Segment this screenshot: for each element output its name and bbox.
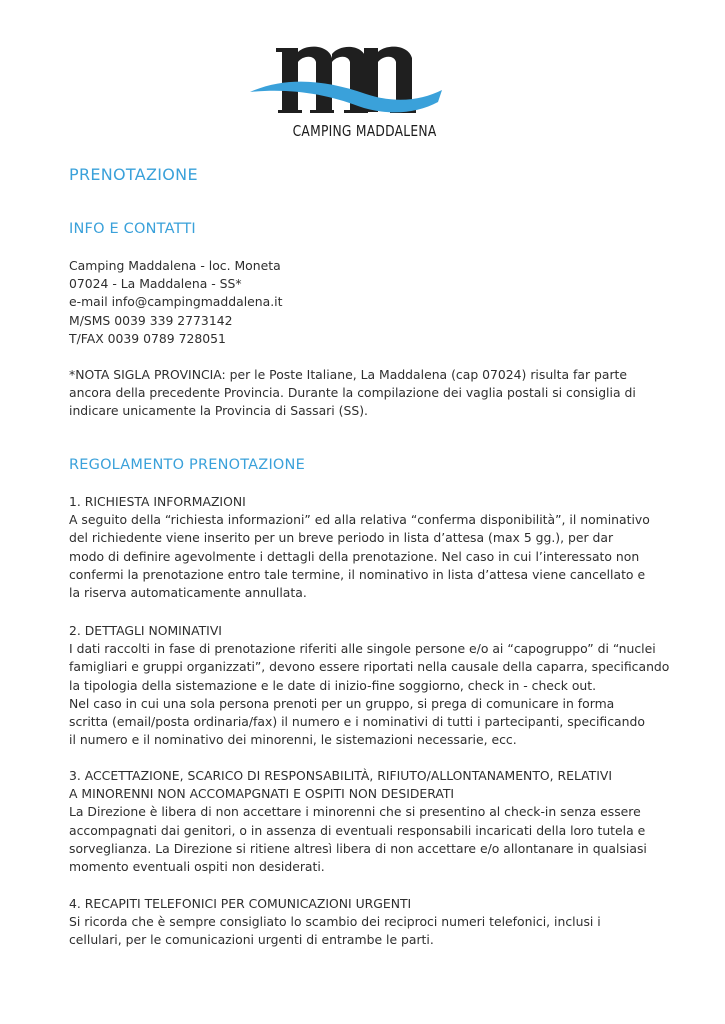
section-line: la riserva automaticamente annullata.	[69, 585, 307, 601]
section-3	[69, 767, 659, 876]
section-line: la tipologia della sistemazione e le date di inizio-fine soggiorno, check in - check out.	[69, 677, 597, 693]
section-line: modo di definire agevolmente i dettagli della prenotazione. Nel caso in cui l’interessato non	[69, 548, 640, 564]
section-line: A seguito della “richiesta informazioni” ed alla relativa “conferma disponibilità”, il nominativo	[69, 512, 650, 528]
note-line: ancora della precedente Provincia. Durante la compilazione dei vaglia postali si consiglia di	[69, 385, 636, 401]
section-line: confermi la prenotazione entro tale termine, il nominativo in lista d’attesa viene cancellato e	[69, 566, 646, 582]
logo-mark	[246, 40, 446, 120]
contact-address: Camping Maddalena - loc. Moneta	[69, 258, 281, 273]
section-title: 4. RECAPITI TELEFONICI PER COMUNICAZIONI URGENTI	[69, 896, 412, 911]
page-title: PRENOTAZIONE	[69, 165, 198, 184]
contact-city: 07024 - La Maddalena - SS*	[69, 276, 242, 292]
section-line: La Direzione è libera di non accettare i minorenni che si presentino al check-in senza essere	[69, 804, 641, 820]
note-line: *NOTA SIGLA PROVINCIA: per le Poste Italiane, La Maddalena (cap 07024) risulta far parte	[69, 367, 628, 382]
section-line: Nel caso in cui una sola persona prenoti per un gruppo, si prega di comunicare in forma	[69, 695, 615, 711]
camping-maddalena-logo	[246, 40, 446, 148]
section-line: cellulari, per le comunicazioni urgenti di entrambe le parti.	[69, 932, 434, 948]
section-2	[69, 622, 670, 749]
section-title: A MINORENNI NON ACCOMAPGNATI E OSPITI NON DESIDERATI	[69, 786, 455, 802]
info-heading: INFO E CONTATTI	[69, 221, 196, 237]
province-note	[69, 366, 659, 421]
section-1	[69, 493, 659, 602]
section-line: sorveglianza. La Direzione si ritiene altresì libera di non accettare e/o allontanare in qualsiasi	[69, 840, 647, 856]
section-line: Si ricorda che è sempre consigliato lo scambio dei reciproci numeri telefonici, inclusi i	[69, 914, 601, 930]
section-line: scritta (email/posta ordinaria/fax) il numero e i nominativi di tutti i partecipanti, specificando	[69, 714, 645, 730]
contact-block	[69, 257, 659, 348]
note-line: indicare unicamente la Provincia di Sassari (SS).	[69, 403, 368, 419]
section-title: 2. DETTAGLI NOMINATIVI	[69, 623, 222, 638]
section-4	[69, 895, 659, 950]
contact-fax: T/FAX 0039 0789 728051	[69, 330, 226, 346]
section-title: 1. RICHIESTA INFORMAZIONI	[69, 494, 246, 509]
section-title: 3. ACCETTAZIONE, SCARICO DI RESPONSABILITÀ, RIFIUTO/ALLONTANAMENTO, RELATIVI	[69, 768, 613, 783]
regolamento-heading: REGOLAMENTO PRENOTAZIONE	[69, 457, 305, 473]
contact-email: e-mail info@campingmaddalena.it	[69, 294, 283, 310]
section-line: momento eventuali ospiti non desiderati.	[69, 859, 325, 875]
section-line: il numero e il nominativo dei minorenni, le sistemazioni necessarie, ecc.	[69, 732, 517, 748]
contact-mobile: M/SMS 0039 339 2773142	[69, 312, 233, 328]
section-line: accompagnati dai genitori, o in assenza di eventuali responsabili incaricati della loro tutela e	[69, 822, 646, 838]
section-line: del richiedente viene inserito per un breve periodo in lista d’attesa (max 5 gg.), per dar	[69, 530, 614, 546]
section-line: I dati raccolti in fase di prenotazione riferiti alle singole persone e/o ai “capogruppo” di “nuclei	[69, 641, 656, 657]
section-line: famigliari e gruppi organizzati”, devono essere riportati nella causale della caparra, specificando	[69, 659, 670, 675]
logo-wordmark: CAMPING MADDALENA	[292, 122, 437, 140]
